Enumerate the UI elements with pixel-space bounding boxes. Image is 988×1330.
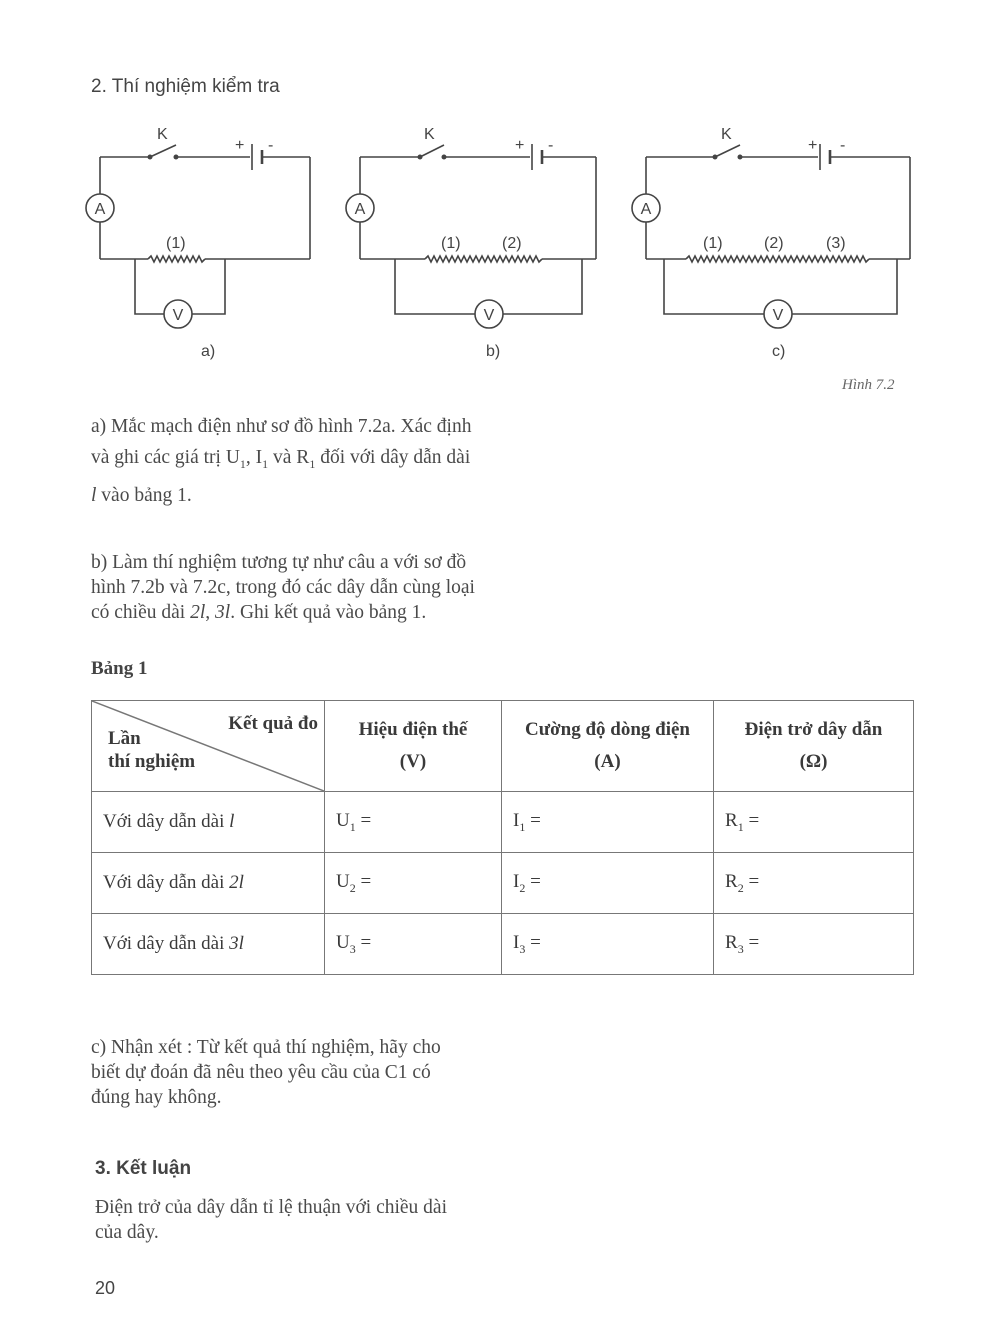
corner-cell bbox=[92, 701, 325, 792]
current-cell: $I_3$ = bbox=[502, 914, 714, 975]
switch-label-c: K bbox=[721, 126, 732, 143]
table-header-row bbox=[92, 701, 914, 792]
current-cell: $I_1$ = bbox=[502, 792, 714, 853]
corner-bottom-label-2: thí nghiệm bbox=[108, 751, 196, 772]
plus-sign-b: + bbox=[515, 137, 525, 154]
section-2-heading: 2. Thí nghiệm kiểm tra bbox=[91, 76, 280, 97]
plus-sign-c: + bbox=[808, 137, 818, 154]
current-cell: $I_2$ = bbox=[502, 853, 714, 914]
step-b-text: b) Làm thí nghiệm tương tự như câu a với sơ đồ hình 7.2b và 7.2c, trong đó các dây dẫn cùng loại có chiều dài 2l, 3l. Ghi kết quả vào bảng 1. bbox=[91, 552, 475, 623]
wire-label: (1) bbox=[166, 235, 186, 252]
step-a-text: a) Mắc mạch điện như sơ đồ hình 7.2a. Xác định và ghi các giá trị $U_1$, $I_1$ và $R_1$ đối với dây dẫn dài l vào bảng 1. bbox=[91, 416, 472, 506]
circuit-c-label: c) bbox=[772, 343, 786, 360]
wire-label: (1) bbox=[703, 235, 723, 252]
header-resistance: Điện trở dây dẫn (Ω) bbox=[714, 701, 914, 792]
minus-sign-a: - bbox=[268, 137, 274, 154]
switch-label-b: K bbox=[424, 126, 435, 143]
voltmeter-icon: V bbox=[483, 307, 495, 324]
table-caption: Bảng 1 bbox=[91, 658, 148, 679]
resistance-cell: $R_2$ = bbox=[714, 853, 914, 914]
ammeter-icon: A bbox=[354, 201, 366, 218]
circuit-b-label: b) bbox=[486, 343, 501, 360]
plus-sign-a: + bbox=[235, 137, 245, 154]
resistance-cell: $R_1$ = bbox=[714, 792, 914, 853]
page-number: 20 bbox=[95, 1278, 116, 1298]
circuit-b bbox=[360, 144, 596, 314]
table-row bbox=[92, 792, 914, 853]
circuit-a bbox=[100, 144, 310, 314]
voltage-cell: $U_1$ = bbox=[325, 792, 502, 853]
wire-label: (2) bbox=[764, 235, 784, 252]
header-current: Cường độ dòng điện (A) bbox=[502, 701, 714, 792]
circuit-figure bbox=[0, 110, 988, 400]
voltmeter-icon: V bbox=[772, 307, 784, 324]
wire-label: (2) bbox=[502, 235, 522, 252]
circuit-c bbox=[646, 144, 910, 314]
voltage-cell: $U_2$ = bbox=[325, 853, 502, 914]
voltmeter-icon: V bbox=[172, 307, 184, 324]
header-voltage: Hiệu điện thế (V) bbox=[325, 701, 502, 792]
step-c-text: c) Nhận xét : Từ kết quả thí nghiệm, hãy cho biết dự đoán đã nêu theo yêu cầu của C1 có đúng hay không. bbox=[91, 1037, 441, 1108]
circuit-a-label: a) bbox=[201, 343, 216, 360]
switch-label-a: K bbox=[157, 126, 168, 143]
conclusion-text: Điện trở của dây dẫn tỉ lệ thuận với chiều dài của dây. bbox=[95, 1197, 448, 1243]
minus-sign-b: - bbox=[548, 137, 554, 154]
figure-caption: Hình 7.2 bbox=[842, 377, 895, 393]
wire-label: (1) bbox=[441, 235, 461, 252]
corner-top-label: Kết quả đo bbox=[228, 713, 318, 734]
table-row bbox=[92, 853, 914, 914]
row-label: Với dây dẫn dài l bbox=[92, 792, 325, 853]
row-label: Với dây dẫn dài 3l bbox=[92, 914, 325, 975]
ammeter-icon: A bbox=[94, 201, 106, 218]
voltage-cell: $U_3$ = bbox=[325, 914, 502, 975]
row-label: Với dây dẫn dài 2l bbox=[92, 853, 325, 914]
wire-label: (3) bbox=[826, 235, 846, 252]
minus-sign-c: - bbox=[840, 137, 846, 154]
resistance-cell: $R_3$ = bbox=[714, 914, 914, 975]
section-3-heading: 3. Kết luận bbox=[95, 1158, 192, 1179]
corner-bottom-label-1: Lần bbox=[108, 728, 141, 749]
ammeter-icon: A bbox=[640, 201, 652, 218]
table-row bbox=[92, 914, 914, 975]
results-table bbox=[91, 700, 914, 975]
